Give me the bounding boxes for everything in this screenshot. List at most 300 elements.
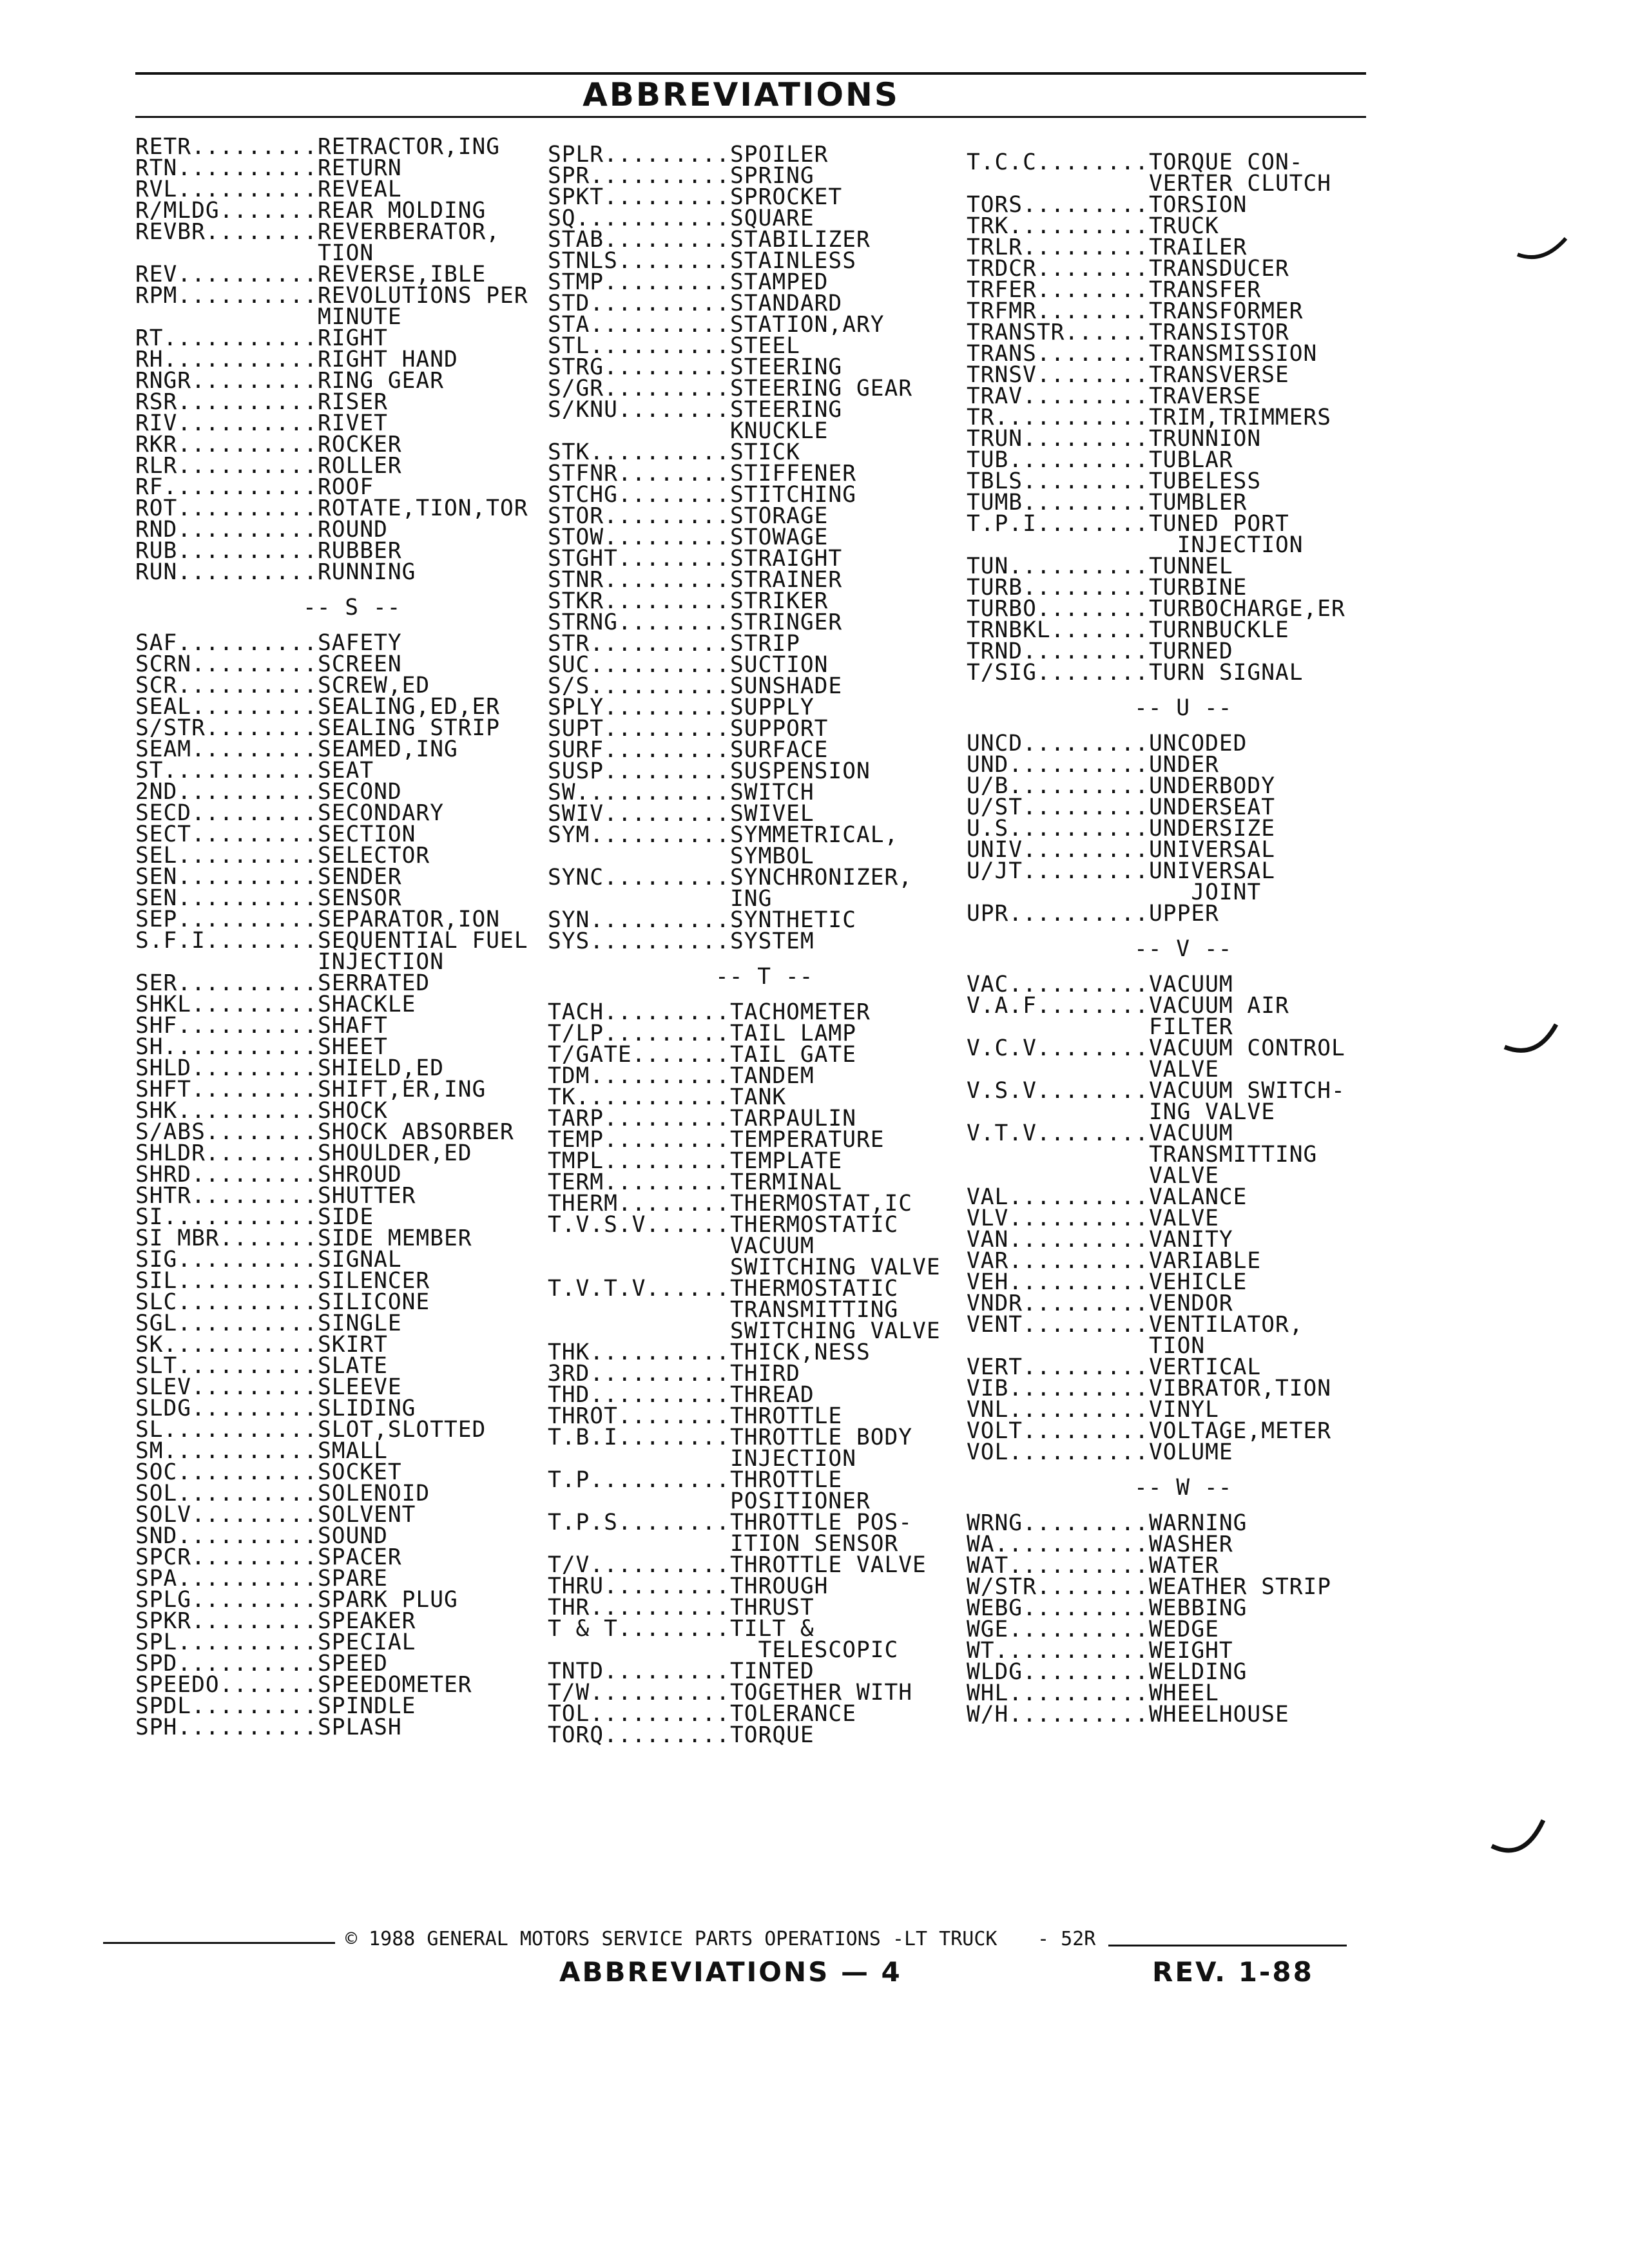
dot-leader: ......... (604, 695, 731, 720)
abbrev-code: SPR (548, 163, 590, 189)
abbrev-definition: VEHICLE (1149, 1269, 1248, 1295)
abbrev-definition: TUNNEL (1149, 553, 1233, 579)
abbrev-definition: STOWAGE (730, 524, 829, 550)
abbrev-definition: THIRD (730, 1361, 800, 1387)
dot-leader: ........ (1036, 298, 1150, 324)
abbrev-definition: WATER (1149, 1553, 1219, 1579)
dot-leader: ......... (1023, 235, 1150, 260)
abbrev-code: RIV (135, 410, 178, 436)
abbrev-entry (967, 1704, 1345, 1725)
abbrev-definition: SENDER (318, 864, 402, 890)
abbrev-code: TRLR (967, 235, 1023, 260)
dot-leader: ......... (604, 1573, 731, 1599)
abbrev-code: WT (967, 1638, 995, 1664)
abbrev-code: SND (135, 1523, 178, 1549)
abbrev-definition: SELECTOR (318, 843, 430, 869)
abbrev-code: VLV (967, 1206, 1009, 1231)
abbrev-definition: VALVE (1149, 1057, 1219, 1082)
abbrev-definition: VENTILATOR, (1149, 1312, 1304, 1338)
abbrev-code: SK (135, 1332, 164, 1358)
abbrev-definition: SWIVEL (730, 801, 815, 827)
dot-leader: .......... (177, 432, 318, 457)
abbrev-definition: UNDERSIZE (1149, 816, 1275, 841)
abbrev-definition: THRUST (730, 1595, 815, 1620)
abbrev-code: T.P.I. (967, 511, 1051, 537)
abbrev-code: STK (548, 439, 590, 465)
abbrev-definition: THROTTLE (730, 1403, 843, 1429)
dot-leader: ........... (163, 1332, 318, 1358)
abbrev-code: WEBG (967, 1595, 1023, 1621)
abbrev-code: VENT (967, 1312, 1023, 1338)
abbrev-definition: SLIDING (318, 1396, 416, 1421)
abbrev-code: SYM (548, 822, 590, 848)
abbrev-code: SECD (135, 800, 192, 826)
abbrev-code: STNLS (548, 248, 618, 274)
dot-leader: .......... (590, 907, 731, 933)
abbrev-definition: VIBRATOR,TION (1149, 1376, 1332, 1401)
dot-leader: .......... (590, 1340, 731, 1365)
dot-leader: ......... (604, 1658, 731, 1684)
dot-leader: ......... (191, 800, 318, 826)
abbrev-definition: SPEAKER (318, 1608, 416, 1634)
abbrev-definition: STEERING GEAR (730, 376, 913, 401)
abbrev-code: T.P. (548, 1467, 604, 1493)
dot-leader: .......... (177, 1311, 318, 1336)
abbrev-definition: SILENCER (318, 1268, 430, 1294)
dot-leader: ....... (1050, 1035, 1150, 1061)
abbrev-definition: POSITIONER (730, 1488, 871, 1514)
abbrev-code: T.P.S. (548, 1510, 632, 1535)
footer-rule-right (1108, 1945, 1347, 1946)
abbrev-definition: TION (318, 240, 374, 266)
abbrev-code: SM (135, 1438, 164, 1464)
dot-leader: ......... (604, 184, 731, 210)
dot-leader: .......... (1008, 1397, 1150, 1423)
dot-leader: ......... (604, 1148, 731, 1174)
dot-leader: ......... (1023, 1510, 1150, 1536)
dot-leader: ......... (604, 567, 731, 593)
dot-leader: .......... (177, 495, 318, 521)
abbrev-definition: SHIFT,ER,ING (318, 1077, 487, 1102)
abbrev-definition: SQUARE (730, 206, 815, 231)
abbrev-code: U/B (967, 773, 1009, 799)
abbrev-code: SOL (135, 1481, 178, 1506)
dot-leader: .......... (590, 673, 731, 699)
abbrev-code: SUC (548, 652, 590, 678)
dot-leader: .......... (590, 312, 731, 338)
abbrev-definition: SHROUD (318, 1162, 402, 1187)
abbrev-code: SAF (135, 630, 178, 656)
dot-leader: .......... (590, 1552, 731, 1578)
abbrev-definition: STATION,ARY (730, 312, 885, 338)
abbrev-code: VOL (967, 1439, 1009, 1465)
abbrev-definition: MINUTE (318, 304, 402, 330)
dot-leader: ........... (163, 758, 318, 783)
abbrev-definition: THICK,NESS (730, 1340, 871, 1365)
abbrev-definition: STRIP (730, 631, 800, 657)
abbrev-code: TRNBKL (967, 617, 1051, 643)
abbrev-definition: SPLASH (318, 1715, 402, 1740)
abbrev-code: RUN (135, 559, 178, 585)
abbrev-definition: THROUGH (730, 1573, 829, 1599)
dot-leader: ......... (604, 865, 731, 890)
abbrev-definition: SPROCKET (730, 184, 843, 210)
abbrev-definition: TURBINE (1149, 575, 1248, 601)
abbrev-code: SI (135, 1204, 164, 1230)
abbrev-definition: TUBELESS (1149, 468, 1262, 494)
abbrev-code: TBLS (967, 468, 1023, 494)
abbrev-code: T & T (548, 1616, 618, 1642)
abbrev-definition: RUBBER (318, 538, 402, 564)
abbrev-definition: TORQUE CON- (1149, 149, 1304, 175)
abbrev-code: VAN (967, 1227, 1009, 1253)
abbrev-code: REV (135, 262, 178, 287)
abbrev-definition: STRAIGHT (730, 546, 843, 572)
abbrev-definition: SIDE (318, 1204, 374, 1230)
abbrev-code: T/LP (548, 1021, 604, 1046)
abbrev-definition: SINGLE (318, 1311, 402, 1336)
abbrev-code: TMPL (548, 1148, 604, 1174)
dot-leader: .......... (177, 1629, 318, 1655)
dot-leader: .......... (1008, 1269, 1150, 1295)
abbrev-code: TNTD (548, 1658, 604, 1684)
dot-leader: ......... (191, 1396, 318, 1421)
dot-leader: ....... (1050, 149, 1150, 175)
abbrev-definition: SPEEDOMETER (318, 1672, 472, 1698)
dot-leader: ......... (1023, 1595, 1150, 1621)
abbrev-definition: THERMOSTATIC (730, 1276, 899, 1302)
abbrev-definition: SPOILER (730, 142, 829, 168)
abbrev-definition: SCREW,ED (318, 673, 430, 698)
abbrev-definition: TELESCOPIC (730, 1637, 899, 1663)
abbrev-code: VOLT (967, 1418, 1023, 1444)
dot-leader: ........... (994, 405, 1150, 430)
abbrev-definition: TUNED PORT (1149, 511, 1289, 537)
dot-leader: .......... (590, 1595, 731, 1620)
abbrev-definition: SMALL (318, 1438, 388, 1464)
dot-leader: ........... (163, 474, 318, 500)
abbrev-code: TRK (967, 213, 1009, 239)
abbrev-code: SEAL (135, 694, 192, 720)
dot-leader: ........ (1036, 277, 1150, 303)
abbrev-code: 2ND (135, 779, 178, 805)
abbrev-definition: TERMINAL (730, 1169, 843, 1195)
dot-leader: .......... (590, 631, 731, 657)
abbrev-definition: REVOLUTIONS PER (318, 283, 528, 309)
abbrev-code: ST (135, 758, 164, 783)
abbrev-definition: UNDERBODY (1149, 773, 1275, 799)
abbrev-definition: REVEAL (318, 177, 402, 202)
abbrev-code: TACH (548, 999, 604, 1025)
abbrev-code: STFNR (548, 461, 618, 486)
dot-leader: ......... (604, 1127, 731, 1153)
abbrev-definition: TOLERANCE (730, 1701, 856, 1727)
dot-leader: .......... (1008, 972, 1150, 997)
dot-leader: ........ (617, 610, 731, 635)
abbrev-code: TORQ (548, 1722, 604, 1748)
abbrev-code: TRND (967, 639, 1023, 664)
abbrev-code: TEMP (548, 1127, 604, 1153)
abbrev-definition: STRAINER (730, 567, 843, 593)
dot-leader: ......... (604, 1169, 731, 1195)
abbrev-code: S/STR (135, 715, 206, 741)
abbrev-definition: THROTTLE VALVE (730, 1552, 927, 1578)
abbrev-code: RND (135, 517, 178, 543)
abbrev-code: TOL (548, 1701, 590, 1727)
dot-leader: ......... (1023, 639, 1150, 664)
abbrev-code: T.V.S.V. (548, 1212, 660, 1238)
abbrev-definition: SYNCHRONIZER, (730, 865, 913, 890)
abbrev-code: VERT (967, 1354, 1023, 1380)
abbrev-definition: VALVE (1149, 1163, 1219, 1189)
abbrev-definition: SHACKLE (318, 992, 416, 1017)
abbrev-code: SPEEDO (135, 1672, 220, 1698)
dot-leader: .......... (590, 928, 731, 954)
dot-leader: .......... (590, 1382, 731, 1408)
abbrev-code: SPCR (135, 1544, 192, 1570)
abbrev-code: SURF (548, 737, 604, 763)
abbrev-definition: ROCKER (318, 432, 402, 457)
binder-ring-mark-2 (1501, 1018, 1566, 1070)
abbrev-code: SER (135, 970, 178, 996)
dot-leader: ........ (205, 715, 318, 741)
dot-leader: ....... (219, 198, 318, 224)
abbrev-code: TRUN (967, 426, 1023, 452)
abbrev-code: T.C.C. (967, 149, 1051, 175)
dot-leader: .......... (177, 538, 318, 564)
dot-leader: .......... (177, 262, 318, 287)
abbrev-definition: SOLVENT (318, 1502, 416, 1528)
dot-leader: .......... (1008, 553, 1150, 579)
abbrev-code: STNR (548, 567, 604, 593)
abbrev-entry (548, 928, 941, 954)
abbrev-code: UNCD (967, 731, 1023, 756)
abbrev-code: 3RD (548, 1361, 590, 1387)
dot-leader: ......... (604, 376, 731, 401)
abbrev-code: R/MLDG (135, 198, 220, 224)
dot-leader: ........ (1036, 256, 1150, 282)
abbrev-definition: SPACER (318, 1544, 402, 1570)
abbrev-definition: SCREEN (318, 651, 402, 677)
abbrev-code: RH (135, 347, 164, 372)
abbrev-code: T/SIG (967, 660, 1037, 686)
abbrev-definition: WHEELHOUSE (1149, 1702, 1289, 1727)
dot-leader: ......... (604, 1722, 731, 1748)
abbrev-code: WHL (967, 1680, 1009, 1706)
abbrev-definition: RING GEAR (318, 368, 444, 394)
dot-leader: ......... (1023, 837, 1150, 863)
dot-leader: ........ (1036, 660, 1150, 686)
abbrev-definition: SPINDLE (318, 1693, 416, 1719)
dot-leader: ........ (617, 482, 731, 508)
dot-leader: ........ (205, 219, 318, 245)
dot-leader: ........... (163, 347, 318, 372)
abbrev-definition: VACUUM (1149, 972, 1233, 997)
abbrev-definition: SIDE MEMBER (318, 1225, 472, 1251)
abbrev-code: T/W (548, 1680, 590, 1706)
abbrev-definition: TRANSVERSE (1149, 362, 1289, 388)
dot-leader: ....... (1050, 617, 1150, 643)
abbrev-code: SPDL (135, 1693, 192, 1719)
dot-leader: .......... (177, 453, 318, 479)
abbrev-code: STR (548, 631, 590, 657)
abbrev-definition: TRANSFER (1149, 277, 1262, 303)
abbrev-definition: SERRATED (318, 970, 430, 996)
abbrev-code: STCHG (548, 482, 618, 508)
dot-leader: .......... (1008, 1617, 1150, 1642)
abbrev-code: SQ (548, 206, 576, 231)
abbrev-code: RETR (135, 134, 192, 160)
dot-leader: ......... (1023, 575, 1150, 601)
dot-leader: ......... (604, 716, 731, 742)
abbrev-code: SHRD (135, 1162, 192, 1187)
abbrev-definition: TANK (730, 1084, 787, 1110)
dot-leader: ........ (617, 1616, 731, 1642)
abbrev-code: UND (967, 752, 1009, 778)
abbrev-definition: VACUUM AIR (1149, 993, 1289, 1019)
dot-leader: .......... (590, 652, 731, 678)
abbrev-definition: TOGETHER WITH (730, 1680, 913, 1706)
abbrev-definition: TRUNNION (1149, 426, 1262, 452)
abbrev-definition: ROUND (318, 517, 388, 543)
abbrev-code: SHF (135, 1013, 178, 1039)
abbrev-code: VAR (967, 1248, 1009, 1274)
abbrev-definition: SPECIAL (318, 1629, 416, 1655)
dot-leader: .......... (590, 1063, 731, 1089)
abbrev-code: SYS (548, 928, 590, 954)
dot-leader: ........ (1036, 1574, 1150, 1600)
abbrev-code: SOLV (135, 1502, 192, 1528)
abbrev-definition: RIVET (318, 410, 388, 436)
dot-leader: ......... (1023, 1659, 1150, 1685)
abbrev-definition: WEATHER STRIP (1149, 1574, 1332, 1600)
dot-leader: .......... (177, 864, 318, 890)
abbrev-code: RSR (135, 389, 178, 415)
dot-leader: ......... (1023, 1354, 1150, 1380)
abbrev-code: SH (135, 1034, 164, 1060)
abbrev-code: TK (548, 1084, 576, 1110)
abbrev-code: REVBR (135, 219, 206, 245)
abbrev-definition: STRIKER (730, 588, 829, 614)
dot-leader: ........ (617, 1403, 731, 1429)
abbrev-definition: REAR MOLDING (318, 198, 487, 224)
abbrev-code: VAC (967, 972, 1009, 997)
abbrev-code: STAB (548, 227, 604, 253)
abbrev-code: S/KNU (548, 397, 618, 423)
abbrev-code: SGL (135, 1311, 178, 1336)
abbrev-definition: INJECTION (1149, 532, 1304, 558)
abbrev-code: STA (548, 312, 590, 338)
dot-leader: ....... (219, 1672, 318, 1698)
abbrev-definition: SEQUENTIAL FUEL (318, 928, 528, 954)
dot-leader: ......... (1023, 731, 1150, 756)
abbrev-code: THERM (548, 1191, 618, 1216)
abbrev-code: STGHT (548, 546, 618, 572)
dot-leader: .......... (177, 1013, 318, 1039)
abbrev-code: TRANSTR (967, 320, 1065, 345)
abbrev-code: STL (548, 333, 590, 359)
abbrev-definition: SLOT,SLOTTED (318, 1417, 487, 1443)
abbrev-definition: TINTED (730, 1658, 815, 1684)
dot-leader: ........ (205, 1119, 318, 1145)
abbrev-definition: TAIL GATE (730, 1042, 856, 1068)
dot-leader: ........ (1036, 341, 1150, 367)
abbrev-definition: ITION SENSOR (730, 1531, 899, 1557)
dot-leader: .......... (177, 1247, 318, 1273)
page-code: - 52R (1037, 1928, 1096, 1950)
abbrev-definition: REVERSE,IBLE (318, 262, 487, 287)
abbrev-definition: TRAVERSE (1149, 383, 1262, 409)
abbrev-definition: TRANSMITTING (730, 1297, 899, 1323)
dot-leader: .......... (590, 1361, 731, 1387)
abbrev-code: SIL (135, 1268, 178, 1294)
abbrev-code: RT (135, 325, 164, 351)
dot-leader: ......... (191, 822, 318, 847)
dot-leader: .......... (1008, 1184, 1150, 1210)
abbrev-code: SECT (135, 822, 192, 847)
dot-leader: .......... (590, 822, 731, 848)
abbrev-definition: VOLTAGE,METER (1149, 1418, 1332, 1444)
dot-leader: ........... (163, 1417, 318, 1443)
abbrev-code: SWIV (548, 801, 604, 827)
abbrev-code: SW (548, 780, 576, 805)
abbrev-code: T/V (548, 1552, 590, 1578)
letter-section-header: -- W -- (1134, 1475, 1233, 1501)
abbrev-definition: THREAD (730, 1382, 815, 1408)
dot-leader: .......... (590, 291, 731, 316)
abbrev-code: TARP (548, 1106, 604, 1131)
abbrev-code: SLEV (135, 1374, 192, 1400)
dot-leader: .......... (177, 843, 318, 869)
dot-leader: ..... (660, 1276, 731, 1302)
abbrev-code: S/S (548, 673, 590, 699)
dot-leader: ....... (1050, 1120, 1150, 1146)
abbrev-definition: UNIVERSAL (1149, 858, 1275, 884)
abbrev-definition: SAFETY (318, 630, 402, 656)
abbrev-definition: STITCHING (730, 482, 856, 508)
abbrev-code: SPL (135, 1629, 178, 1655)
dot-leader: ....... (1050, 511, 1150, 537)
abbrev-definition: UNDER (1149, 752, 1219, 778)
dot-leader: ......... (1023, 1312, 1150, 1338)
abbrev-code: RNGR (135, 368, 192, 394)
abbrev-definition: ING (730, 886, 773, 912)
abbrev-definition: SENSOR (318, 885, 402, 911)
abbrev-definition: SWITCHING VALVE (730, 1254, 941, 1280)
abbrev-code: SHK (135, 1098, 178, 1124)
abbrev-definition: VERTICAL (1149, 1354, 1262, 1380)
abbrev-code: SPKR (135, 1608, 192, 1634)
top-rule (135, 72, 1366, 75)
abbrev-definition: SUPPLY (730, 695, 815, 720)
abbrev-definition: UNIVERSAL (1149, 837, 1275, 863)
abbrev-code: VNDR (967, 1291, 1023, 1316)
abbrev-definition: STIFFENER (730, 461, 856, 486)
abbrev-code: S.F.I. (135, 928, 220, 954)
abbrev-definition: SYMMETRICAL, (730, 822, 899, 848)
dot-leader: ......... (191, 134, 318, 160)
dot-leader: .......... (177, 907, 318, 932)
abbrev-code: THRU (548, 1573, 604, 1599)
abbrev-code: THROT (548, 1403, 618, 1429)
abbrev-definition: TORQUE (730, 1722, 815, 1748)
dot-leader: .......... (177, 389, 318, 415)
dot-leader: ........ (617, 1191, 731, 1216)
abbrev-code: TUMB (967, 490, 1023, 515)
abbrev-definition: TION (1149, 1333, 1206, 1359)
abbrev-code: SHLD (135, 1055, 192, 1081)
abbrev-definition: SHOULDER,ED (318, 1140, 472, 1166)
